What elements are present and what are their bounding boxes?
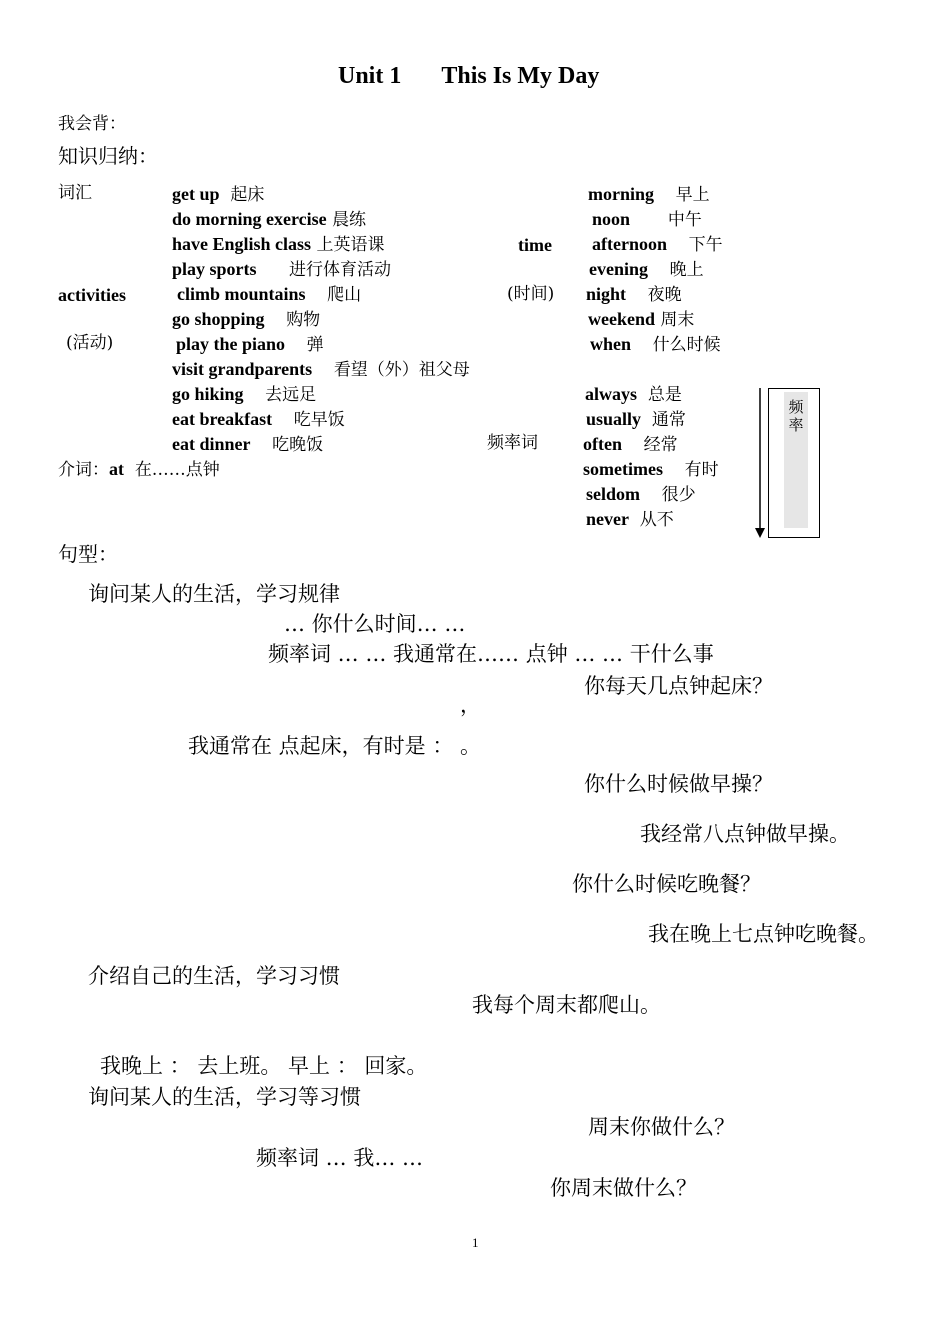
freq-en: often [583, 434, 622, 454]
activity-item [172, 260, 391, 279]
activity-cn: 购物 [286, 310, 321, 330]
example-sentence: 我在晚上七点钟吃晚餐。 [648, 922, 879, 946]
example-sentence: 我每个周末都爬山。 [472, 993, 661, 1017]
freq-item [586, 410, 686, 429]
pattern-answer: 频率词 … … 我通常在…… 点钟 … … 干什么事 [268, 642, 714, 666]
activity-cn: 看望（外）祖父母 [333, 360, 470, 380]
freq-cn: 通常 [651, 410, 686, 430]
title-text: This Is My Day [441, 63, 600, 89]
time-cn: 早上 [675, 185, 710, 205]
pattern-question: … 你什么时间… … [284, 612, 466, 636]
time-en: weekend [588, 309, 655, 329]
activity-item [177, 285, 361, 304]
freq-cn: 有时 [684, 460, 719, 480]
recite-label: 我会背： [58, 114, 126, 134]
time-en: evening [589, 259, 649, 279]
activity-cn: 上英语课 [316, 235, 385, 255]
example-sentence: 我晚上 ： 去上班。 早上 ： 回家。 [100, 1054, 428, 1078]
time-cn: 中午 [667, 210, 702, 230]
prep-label: 介词： [58, 460, 109, 480]
freq-cn: 经常 [643, 435, 678, 455]
example-sentence: 你周末做什么？ [550, 1176, 697, 1200]
time-item [588, 310, 694, 329]
frequency-box-label: 频率 [788, 398, 804, 434]
time-cn-label: (时间) [507, 284, 555, 304]
activity-item [172, 385, 316, 404]
freq-item [586, 485, 696, 504]
prep-cn: 在……点钟 [134, 460, 220, 480]
activity-en: have English class [172, 234, 312, 254]
activity-item [172, 310, 320, 329]
prep-en: at [109, 459, 124, 479]
activity-en: go shopping [172, 309, 265, 329]
time-item [592, 210, 702, 229]
freq-en: seldom [586, 484, 640, 504]
time-label: time [518, 235, 552, 255]
activity-en: eat breakfast [172, 409, 273, 429]
time-item [592, 235, 723, 254]
activity-cn: 进行体育活动 [288, 260, 391, 280]
activities-cn-label: (活动) [66, 333, 114, 353]
example-comma: ， [460, 693, 481, 717]
activity-en: go hiking [172, 384, 244, 404]
example-sentence: 你每天几点钟起床？ [584, 674, 773, 698]
time-en: noon [592, 209, 631, 229]
freq-en: usually [586, 409, 642, 429]
freq-en: sometimes [583, 459, 663, 479]
activity-cn: 吃早饭 [293, 410, 345, 430]
time-item [586, 285, 682, 304]
activity-en: do morning exercise [172, 209, 327, 229]
activity-item [172, 185, 264, 204]
freq-item [583, 460, 719, 479]
section-heading: 介绍自己的生活，学习习惯 [88, 964, 340, 988]
activities-label: activities [58, 285, 126, 305]
example-sentence: 我通常在 点起床，有时是 ： 。 [188, 734, 482, 758]
freq-cn: 从不 [639, 510, 674, 530]
time-en: morning [588, 184, 655, 204]
activity-cn: 起床 [230, 185, 265, 205]
activity-cn: 弹 [306, 335, 324, 355]
freq-item [583, 435, 678, 454]
freq-cn: 很少 [661, 485, 696, 505]
time-cn: 周末 [660, 310, 695, 330]
example-sentence: 你什么时候做早操？ [584, 772, 773, 796]
time-item [589, 260, 704, 279]
frequency-arrow-icon [752, 388, 768, 540]
example-sentence: 周末你做什么？ [588, 1115, 735, 1139]
activity-item [172, 410, 345, 429]
activity-cn: 吃晚饭 [272, 435, 324, 455]
activity-en: visit grandparents [172, 359, 313, 379]
freq-cn: 总是 [647, 385, 682, 405]
title-unit: Unit 1 [338, 63, 402, 89]
time-cn: 什么时候 [652, 335, 721, 355]
pattern-answer: 频率词 … 我… … [256, 1146, 424, 1170]
summary-heading: 知识归纳： [58, 144, 158, 168]
freq-item [586, 510, 674, 529]
time-cn: 晚上 [669, 260, 704, 280]
activity-item [176, 335, 324, 354]
activity-item [172, 435, 323, 454]
activity-en: eat dinner [172, 434, 251, 454]
activity-item [172, 210, 366, 229]
time-en: when [590, 334, 632, 354]
page-title [338, 64, 599, 88]
time-item [588, 185, 710, 204]
freq-label: 频率词 [487, 433, 538, 453]
vocab-label: 词汇 [58, 183, 92, 203]
activity-en: get up [172, 184, 220, 204]
time-en: afternoon [592, 234, 667, 254]
freq-item [585, 385, 682, 404]
patterns-heading: 句型： [58, 542, 118, 566]
example-sentence: 我经常八点钟做早操。 [640, 822, 850, 846]
activity-item [172, 360, 470, 379]
freq-en: never [586, 509, 629, 529]
page-number: 1 [472, 1235, 479, 1250]
time-en: night [586, 284, 627, 304]
section-heading: 询问某人的生活，学习规律 [88, 582, 340, 606]
activity-en: climb mountains [177, 284, 306, 304]
activity-cn: 去远足 [265, 385, 317, 405]
activity-cn: 晨练 [332, 210, 367, 230]
activity-en: play the piano [176, 334, 286, 354]
example-sentence: 你什么时候吃晚餐？ [572, 872, 761, 896]
freq-en: always [585, 384, 638, 404]
time-cn: 下午 [688, 235, 723, 255]
preposition-line [58, 460, 220, 479]
activity-item [172, 235, 384, 254]
section-heading: 询问某人的生活，学习等习惯 [88, 1085, 361, 1109]
activity-cn: 爬山 [327, 285, 362, 305]
activity-en: play sports [172, 259, 257, 279]
time-cn: 夜晚 [647, 285, 682, 305]
time-item [590, 335, 721, 354]
